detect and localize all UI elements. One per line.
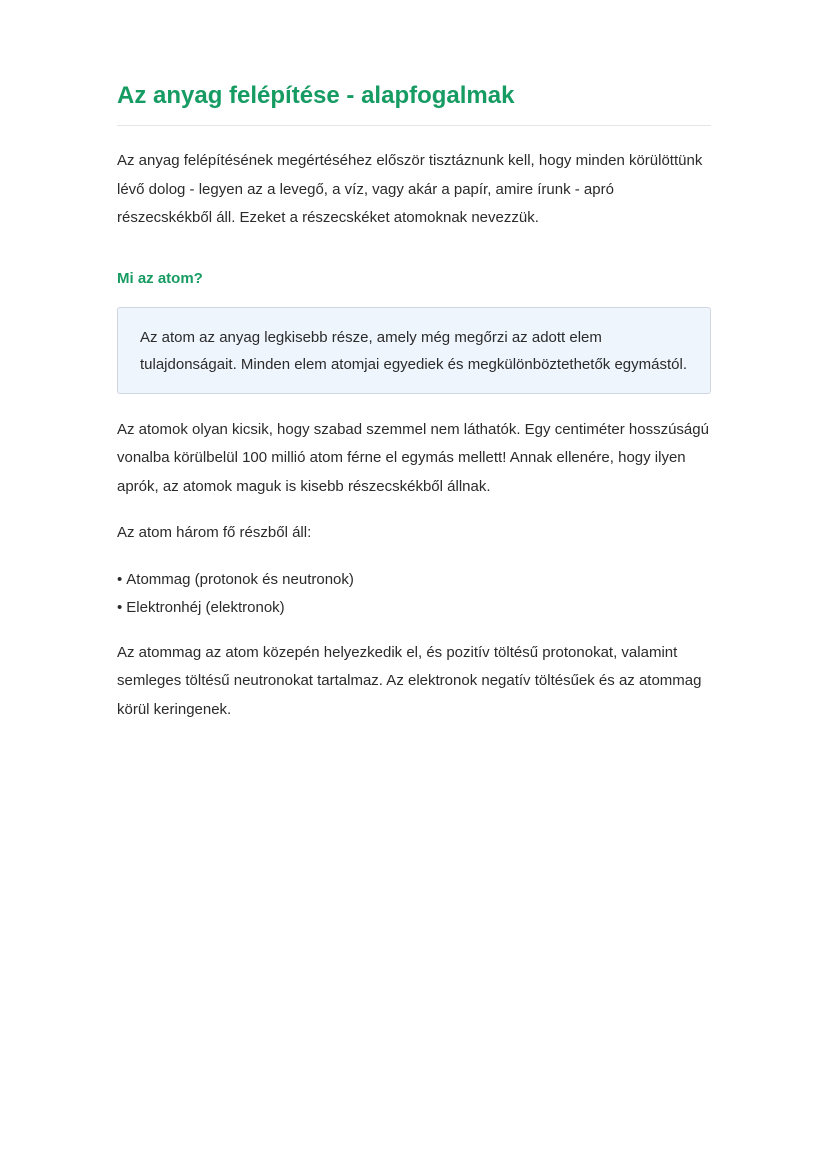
parts-list [117,566,711,622]
list-item [117,566,711,594]
definition-box [117,307,711,394]
list-item-text: Atommag (protonok és neutronok) [126,570,354,588]
nucleus-paragraph: Az atommag az atom közepén helyezkedik el, és pozitív töltésű protonokat, valamint semleges töltésű neutronokat tartalmaz. Az elektronok negatív töltésűek és az atommag körül keringenek. [117,643,702,718]
parts-intro-paragraph: Az atom három fő részből áll: [117,524,312,541]
bullet-icon: • [117,570,123,588]
section-heading: Mi az atom? [117,269,203,287]
definition-text: Az atom az anyag legkisebb része, amely még megőrzi az adott elem tulajdonságait. Minden elem atomjai egyediek és megkülönböztethetők egymástól. [140,328,687,373]
list-item-text: Elektronhéj (elektronok) [126,598,285,616]
bullet-icon: • [117,598,123,616]
list-item [117,594,711,622]
intro-paragraph: Az anyag felépítésének megértéséhez először tisztáznunk kell, hogy minden körülöttünk lévő dolog - legyen az a levegő, a víz, vagy akár a papír, amire írunk - apró részecskékből áll. Ezeket a részecskéket atomoknak nevezzük. [117,152,703,226]
size-paragraph: Az atomok olyan kicsik, hogy szabad szemmel nem láthatók. Egy centiméter hosszúságú vonalba körülbelül 100 millió atom férne el egymás mellett! Annak ellenére, hogy ilyen aprók, az atomok maguk is kisebb részecskékből állnak. [117,420,709,495]
page-title: Az anyag felépítése - alapfogalmak [117,78,711,126]
document-page [117,78,711,724]
